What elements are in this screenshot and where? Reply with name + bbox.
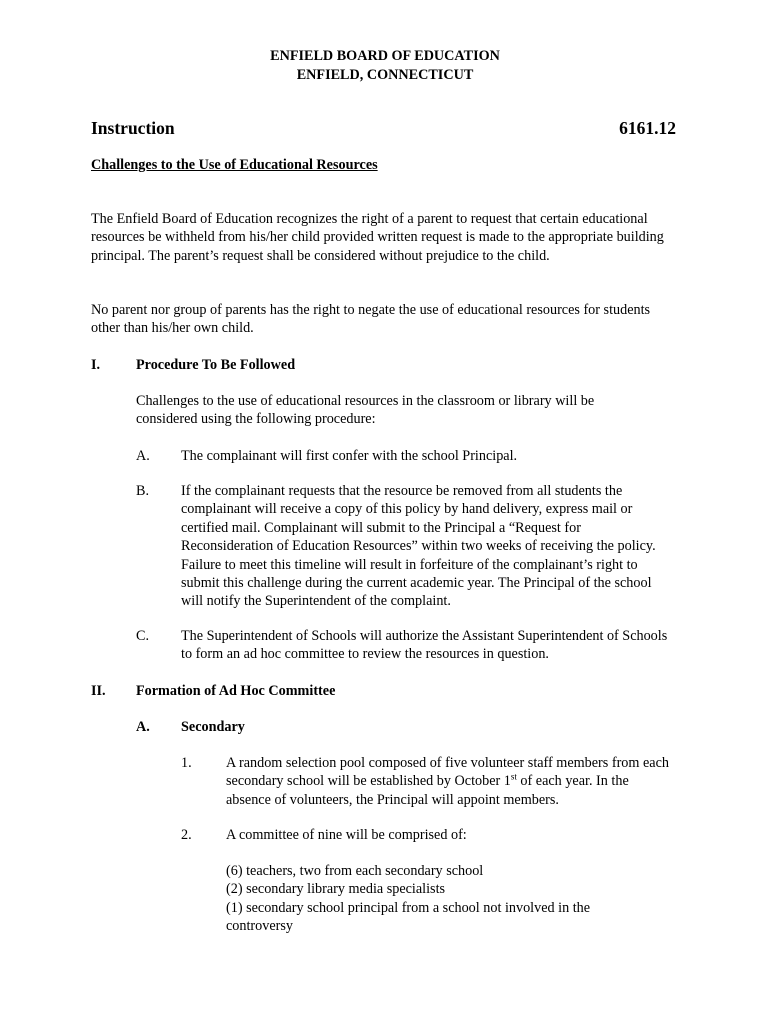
list-item: (6) teachers, two from each secondary school <box>226 863 484 879</box>
subsection-label: A. <box>136 719 150 735</box>
item-text: A committee of nine will be comprised of: <box>226 827 467 843</box>
section-1-numeral: I. <box>91 357 101 373</box>
item-text: If the complainant requests that the resource be removed from all students the complainant will receive a copy of this policy by hand delivery, express mail or certified mail. Complainant will submit to the Principal a “Request for Reconsideration of Education Resources” within two weeks of receiving the policy. Failure to meet this timeline will result in forfeiture of the complainant’s right to submit this challenge during the current academic year. The Principal of the school will notify the Superintendent of the complaint. <box>181 483 656 610</box>
committee-members-list <box>226 862 656 936</box>
series-label: Instruction <box>91 118 175 138</box>
subsection-heading: Secondary <box>181 719 245 735</box>
district-name: ENFIELD BOARD OF EDUCATION <box>270 48 500 64</box>
item-text-part: of each year. In the absence of volunteers, the Principal will appoint members. <box>226 773 629 808</box>
item-text: The Superintendent of Schools will authorize the Assistant Superintendent of Schools to form an ad hoc committee to review the resources in question. <box>181 628 668 663</box>
policy-number: 6161.12 <box>619 118 676 138</box>
item-label: B. <box>136 483 150 499</box>
policy-title: Challenges to the Use of Educational Resources <box>91 157 378 173</box>
list-item: (1) secondary school principal from a school not involved in the controversy <box>226 899 591 935</box>
list-item: (2) secondary library media specialists <box>226 881 446 898</box>
item-label: C. <box>136 628 150 644</box>
item-label: 1. <box>181 755 192 771</box>
section-2-numeral: II. <box>91 683 106 699</box>
item-label: A. <box>136 448 150 464</box>
item-label: 2. <box>181 827 192 843</box>
item-text-part: A random selection pool composed of five volunteer staff members from each secondary school will be established by October 1 <box>226 755 669 790</box>
section-1-lead: Challenges to the use of educational resources in the classroom or library will be considered using the following procedure: <box>136 393 595 428</box>
section-1-heading: Procedure To Be Followed <box>136 357 296 373</box>
section-2-heading: Formation of Ad Hoc Committee <box>136 683 336 699</box>
item-text: The complainant will first confer with the school Principal. <box>181 448 518 464</box>
ordinal-suffix: st <box>510 771 517 782</box>
item-text <box>226 754 671 809</box>
district-location: ENFIELD, CONNECTICUT <box>296 67 474 83</box>
intro-paragraph-2: No parent nor group of parents has the right to negate the use of educational resources for students other than his/her own child. <box>91 302 651 337</box>
intro-paragraph-1: The Enfield Board of Education recognizes the right of a parent to request that certain educational resources be withheld from his/her child provided written request is made to the appropriate building principal. The parent’s request shall be considered without prejudice to the child. <box>91 211 664 264</box>
